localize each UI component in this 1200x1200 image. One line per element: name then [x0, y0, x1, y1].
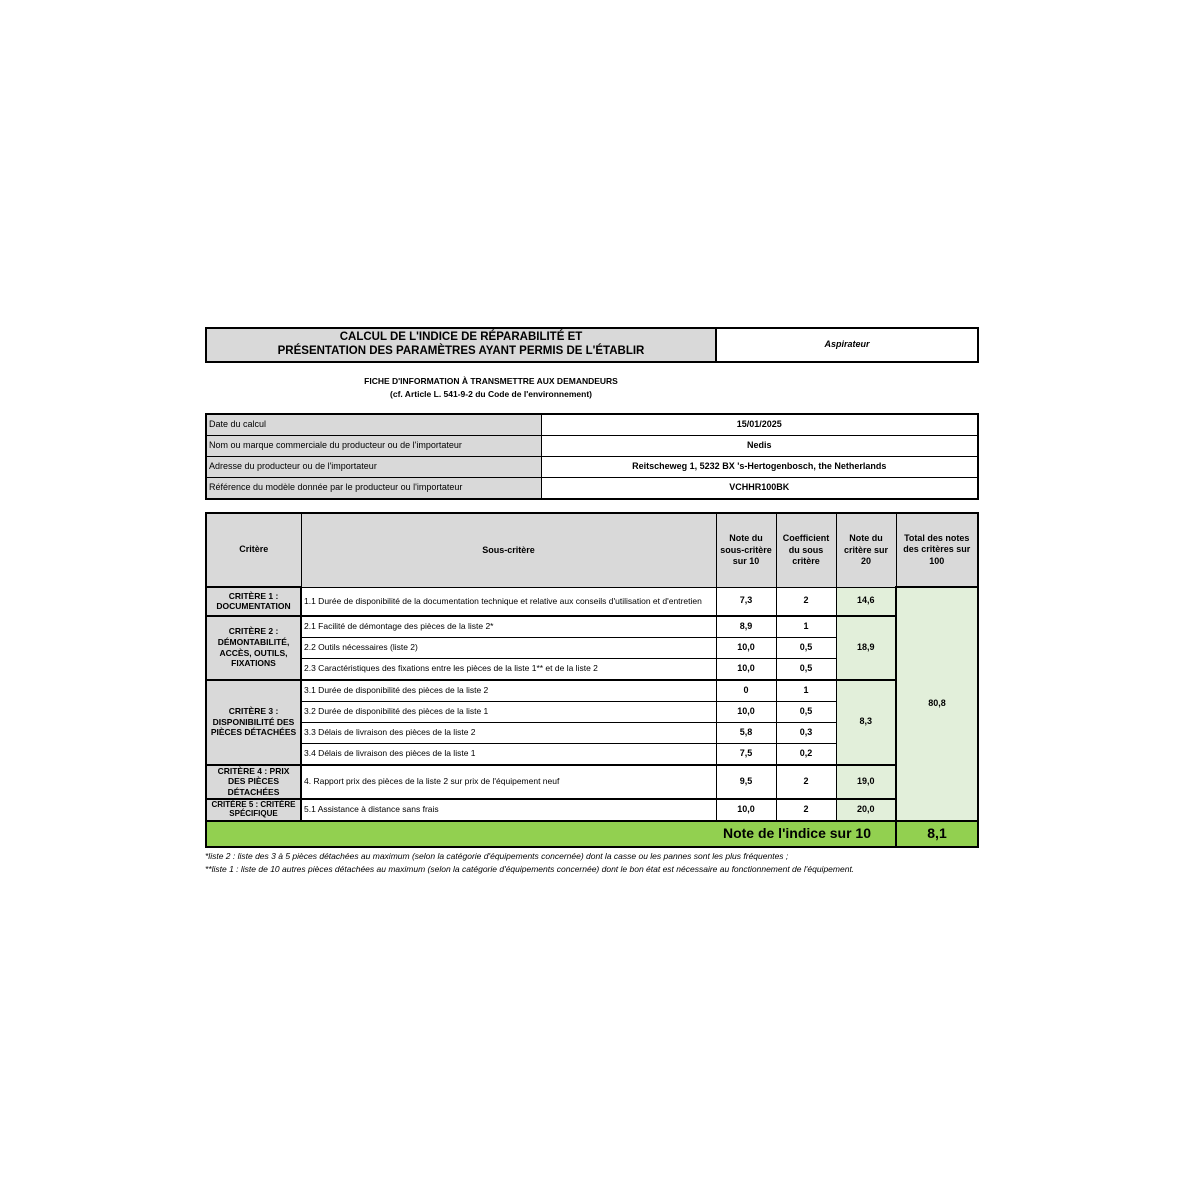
sub-criterion-note: 9,5 — [716, 765, 776, 799]
final-score-row — [206, 821, 978, 847]
sheet-title — [206, 328, 716, 362]
total-score: 80,8 — [896, 587, 978, 821]
sub-criterion-label: 3.1 Durée de disponibilité des pièces de la liste 2 — [301, 680, 716, 702]
product-type: Aspirateur — [716, 328, 978, 362]
footnote-liste-2: *liste 2 : liste des 3 à 5 pièces détachées au maximum (selon la catégorie d'équipements concernée) dont la casse ou les pannes sont les plus fréquentes ; — [205, 850, 789, 861]
col-coef: Coefficient du sous critère — [776, 513, 836, 587]
info-value: Reitscheweg 1, 5232 BX 's-Hertogenbosch, the Netherlands — [541, 457, 978, 478]
sub-criterion-label: 2.2 Outils nécessaires (liste 2) — [301, 637, 716, 658]
sub-criterion-label: 3.3 Délais de livraison des pièces de la liste 2 — [301, 722, 716, 743]
sub-criterion-coef: 1 — [776, 680, 836, 702]
sub-criterion-note: 10,0 — [716, 637, 776, 658]
info-label: Nom ou marque commerciale du producteur ou de l'importateur — [206, 436, 541, 457]
info-row — [206, 414, 978, 436]
col-total: Total des notes des critères sur 100 — [896, 513, 978, 587]
sub-criterion-note: 7,5 — [716, 743, 776, 765]
info-row — [206, 436, 978, 457]
info-table — [205, 413, 979, 500]
sub-criterion-label: 4. Rapport prix des pièces de la liste 2 sur prix de l'équipement neuf — [301, 765, 716, 799]
info-label: Référence du modèle donnée par le producteur ou l'importateur — [206, 478, 541, 500]
table-row — [206, 765, 978, 799]
col-sous-critere: Sous-critère — [301, 513, 716, 587]
sub-criterion-note: 0 — [716, 680, 776, 702]
sub-criterion-note: 7,3 — [716, 587, 776, 616]
fiche-line-1: FICHE D'INFORMATION À TRANSMETTRE AUX DEMANDEURS — [364, 376, 618, 386]
criterion-4: CRITÈRE 4 : PRIX DES PIÈCES DÉTACHÉES — [206, 765, 301, 799]
table-row — [206, 799, 978, 821]
criteria-table — [205, 512, 979, 848]
sub-criterion-note: 10,0 — [716, 701, 776, 722]
footnote-liste-1: **liste 1 : liste de 10 autres pièces détachées au maximum (selon la catégorie d'équipements concernée) dont le bon état est nécessaire au fonctionnement de l'équipement. — [205, 863, 855, 874]
sub-criterion-coef: 0,2 — [776, 743, 836, 765]
criterion-note: 19,0 — [836, 765, 896, 799]
info-row — [206, 457, 978, 478]
info-value: VCHHR100BK — [541, 478, 978, 500]
table-header-row — [206, 513, 978, 587]
col-note-sous: Note du sous-critère sur 10 — [716, 513, 776, 587]
criterion-note: 14,6 — [836, 587, 896, 616]
sub-criterion-note: 5,8 — [716, 722, 776, 743]
sub-criterion-coef: 0,5 — [776, 658, 836, 680]
criterion-1: CRITÈRE 1 : DOCUMENTATION — [206, 587, 301, 616]
sub-criterion-note: 8,9 — [716, 616, 776, 638]
sub-criterion-note: 10,0 — [716, 799, 776, 821]
info-label: Date du calcul — [206, 414, 541, 436]
table-row — [206, 616, 978, 638]
title-line-2: PRÉSENTATION DES PARAMÈTRES AYANT PERMIS DE L'ÉTABLIR — [277, 345, 645, 357]
table-row — [206, 587, 978, 616]
final-score-value: 8,1 — [896, 821, 978, 847]
sub-criterion-label: 3.2 Durée de disponibilité des pièces de la liste 1 — [301, 701, 716, 722]
table-row — [206, 680, 978, 702]
sub-criterion-coef: 2 — [776, 765, 836, 799]
sub-criterion-coef: 2 — [776, 799, 836, 821]
title-line-1: CALCUL DE L'INDICE DE RÉPARABILITÉ ET — [339, 331, 583, 344]
reparability-sheet — [205, 327, 977, 876]
info-value: Nedis — [541, 436, 978, 457]
sub-criterion-label: 2.1 Facilité de démontage des pièces de la liste 2* — [301, 616, 716, 638]
final-score-label: Note de l'indice sur 10 — [206, 821, 896, 847]
criterion-5: CRITÈRE 5 : CRITÈRE SPÉCIFIQUE — [206, 799, 301, 821]
criterion-3: CRITÈRE 3 : DISPONIBILITÉ DES PIÈCES DÉTACHÉES — [206, 680, 301, 765]
sub-criterion-label: 3.4 Délais de livraison des pièces de la liste 1 — [301, 743, 716, 765]
sub-criterion-label: 2.3 Caractéristiques des fixations entre les pièces de la liste 1** et de la liste 2 — [301, 658, 716, 680]
col-critere: Critère — [206, 513, 301, 587]
sub-criterion-label: 1.1 Durée de disponibilité de la documentation technique et relative aux conseils d'utilisation et d'entretien — [301, 587, 716, 616]
sub-criterion-coef: 0,5 — [776, 701, 836, 722]
fiche-caption — [205, 375, 777, 401]
fiche-line-2: (cf. Article L. 541-9-2 du Code de l'environnement) — [390, 389, 592, 399]
footnotes — [205, 850, 977, 876]
sub-criterion-coef: 1 — [776, 616, 836, 638]
sub-criterion-note: 10,0 — [716, 658, 776, 680]
criterion-note: 18,9 — [836, 616, 896, 680]
info-value: 15/01/2025 — [541, 414, 978, 436]
title-block — [205, 327, 979, 363]
criterion-note: 20,0 — [836, 799, 896, 821]
sub-criterion-label: 5.1 Assistance à distance sans frais — [301, 799, 716, 821]
criterion-note: 8,3 — [836, 680, 896, 765]
info-label: Adresse du producteur ou de l'importateur — [206, 457, 541, 478]
info-row — [206, 478, 978, 500]
sub-criterion-coef: 2 — [776, 587, 836, 616]
sub-criterion-coef: 0,5 — [776, 637, 836, 658]
col-note-crit: Note du critère sur 20 — [836, 513, 896, 587]
sub-criterion-coef: 0,3 — [776, 722, 836, 743]
criterion-2: CRITÈRE 2 : DÉMONTABILITÉ, ACCÈS, OUTILS, FIXATIONS — [206, 616, 301, 680]
